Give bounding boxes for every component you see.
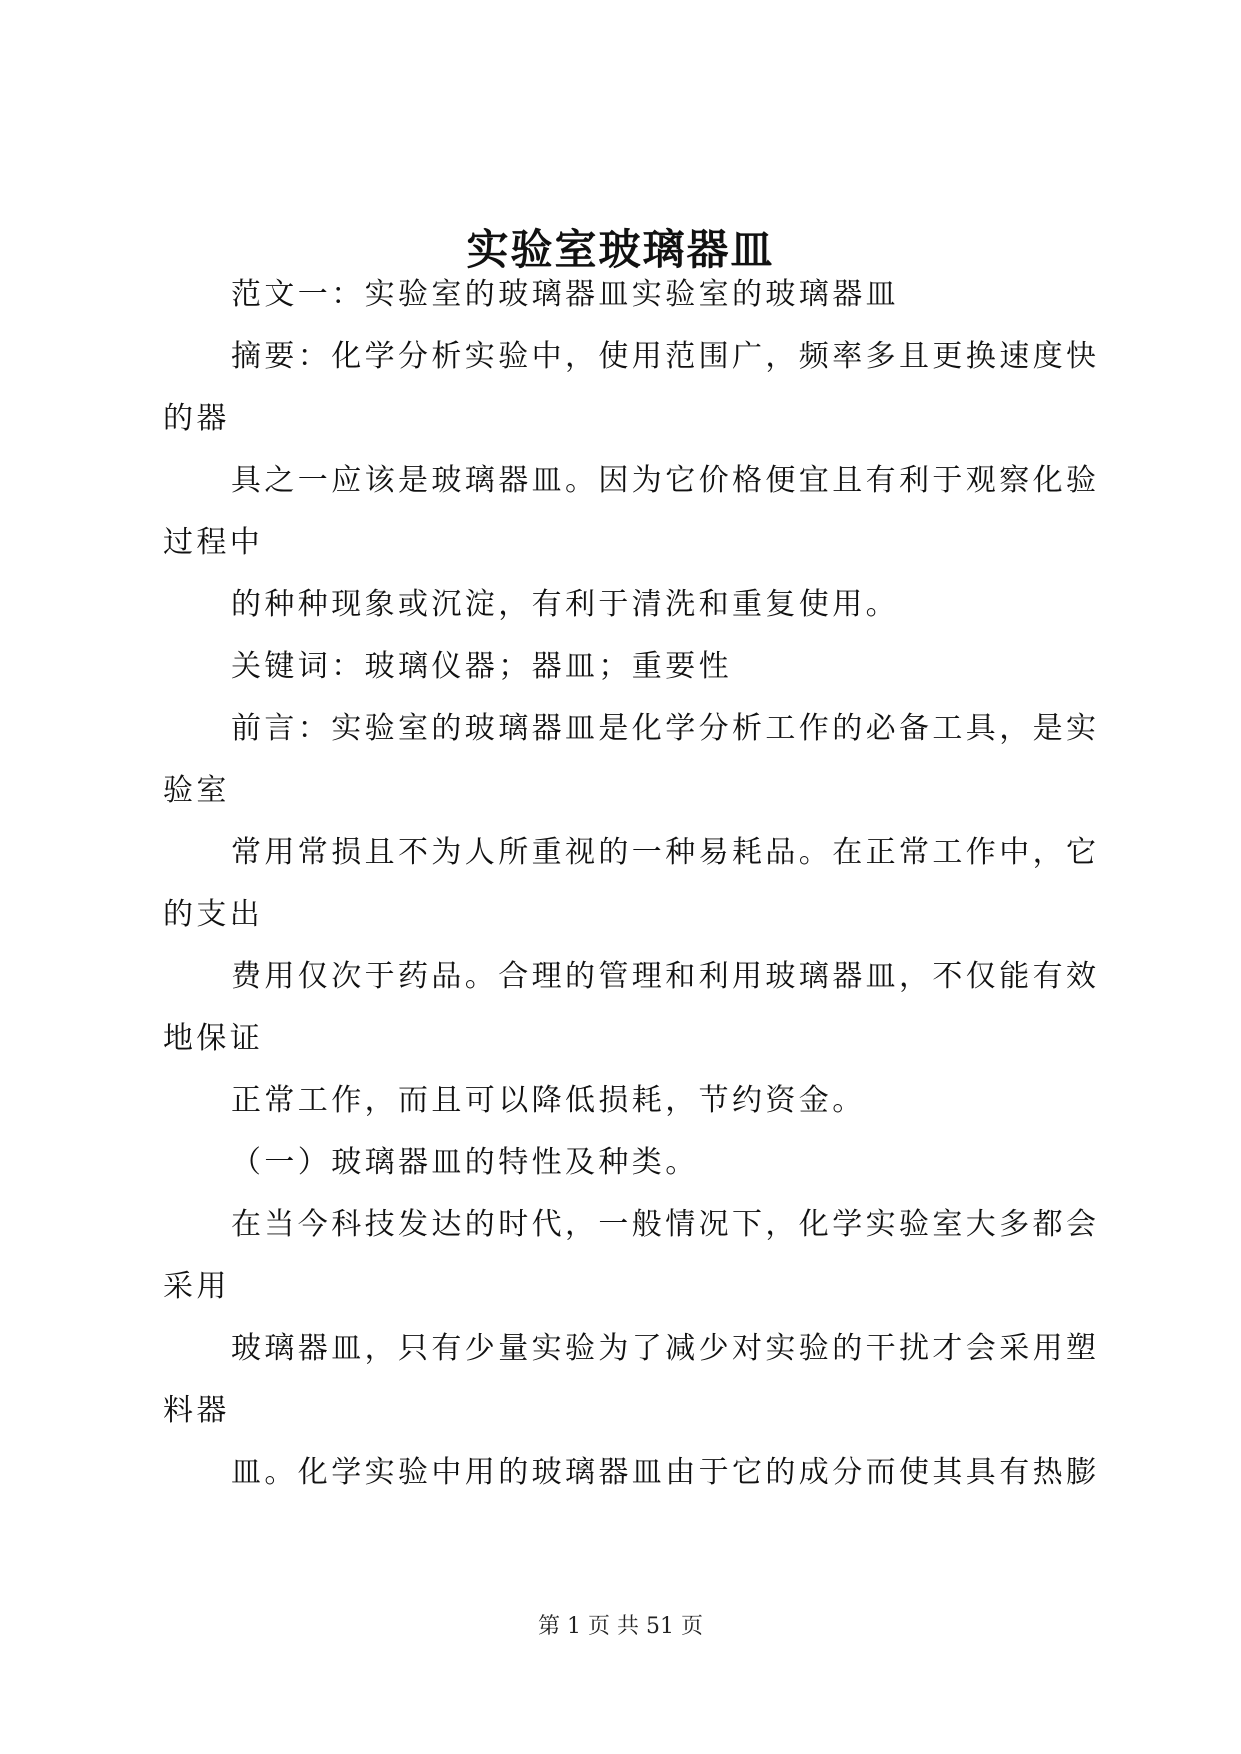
paragraph-line: 关键词：玻璃仪器；器皿；重要性: [231, 649, 732, 684]
paragraph-line: 摘要：化学分析实验中，使用范围广，频率多且更换速度快: [231, 339, 1100, 374]
paragraph-line: 的支出: [163, 897, 264, 932]
paragraph-line: 正常工作，而且可以降低损耗，节约资金。: [231, 1083, 866, 1118]
document-body: [163, 264, 1100, 1504]
page-number-footer: 第 1 页 共 51 页: [538, 1614, 703, 1639]
paragraph-line: 范文一：实验室的玻璃器皿实验室的玻璃器皿: [231, 277, 899, 312]
paragraph-line: 料器: [163, 1393, 230, 1428]
paragraph-line: 玻璃器皿，只有少量实验为了减少对实验的干扰才会采用塑: [231, 1331, 1100, 1366]
paragraph-line: 常用常损且不为人所重视的一种易耗品。在正常工作中，它: [231, 835, 1100, 870]
paragraph-line: 验室: [163, 773, 230, 808]
paragraph-line: 皿。化学实验中用的玻璃器皿由于它的成分而使其具有热膨: [231, 1455, 1100, 1490]
paragraph-line: 采用: [163, 1269, 230, 1304]
paragraph-line: 在当今科技发达的时代，一般情况下，化学实验室大多都会: [231, 1207, 1100, 1242]
paragraph-line: 的种种现象或沉淀，有利于清洗和重复使用。: [231, 587, 899, 622]
paragraph-line: 前言：实验室的玻璃器皿是化学分析工作的必备工具，是实: [231, 711, 1100, 746]
document-title: 实验室玻璃器皿: [466, 225, 775, 274]
paragraph-line: 过程中: [163, 525, 264, 560]
paragraph-line: （一）玻璃器皿的特性及种类。: [231, 1145, 699, 1180]
paragraph-line: 具之一应该是玻璃器皿。因为它价格便宜且有利于观察化验: [231, 463, 1100, 498]
paragraph-line: 地保证: [163, 1021, 264, 1056]
paragraph-line: 的器: [163, 401, 230, 436]
paragraph-line: 费用仅次于药品。合理的管理和利用玻璃器皿，不仅能有效: [231, 959, 1100, 994]
